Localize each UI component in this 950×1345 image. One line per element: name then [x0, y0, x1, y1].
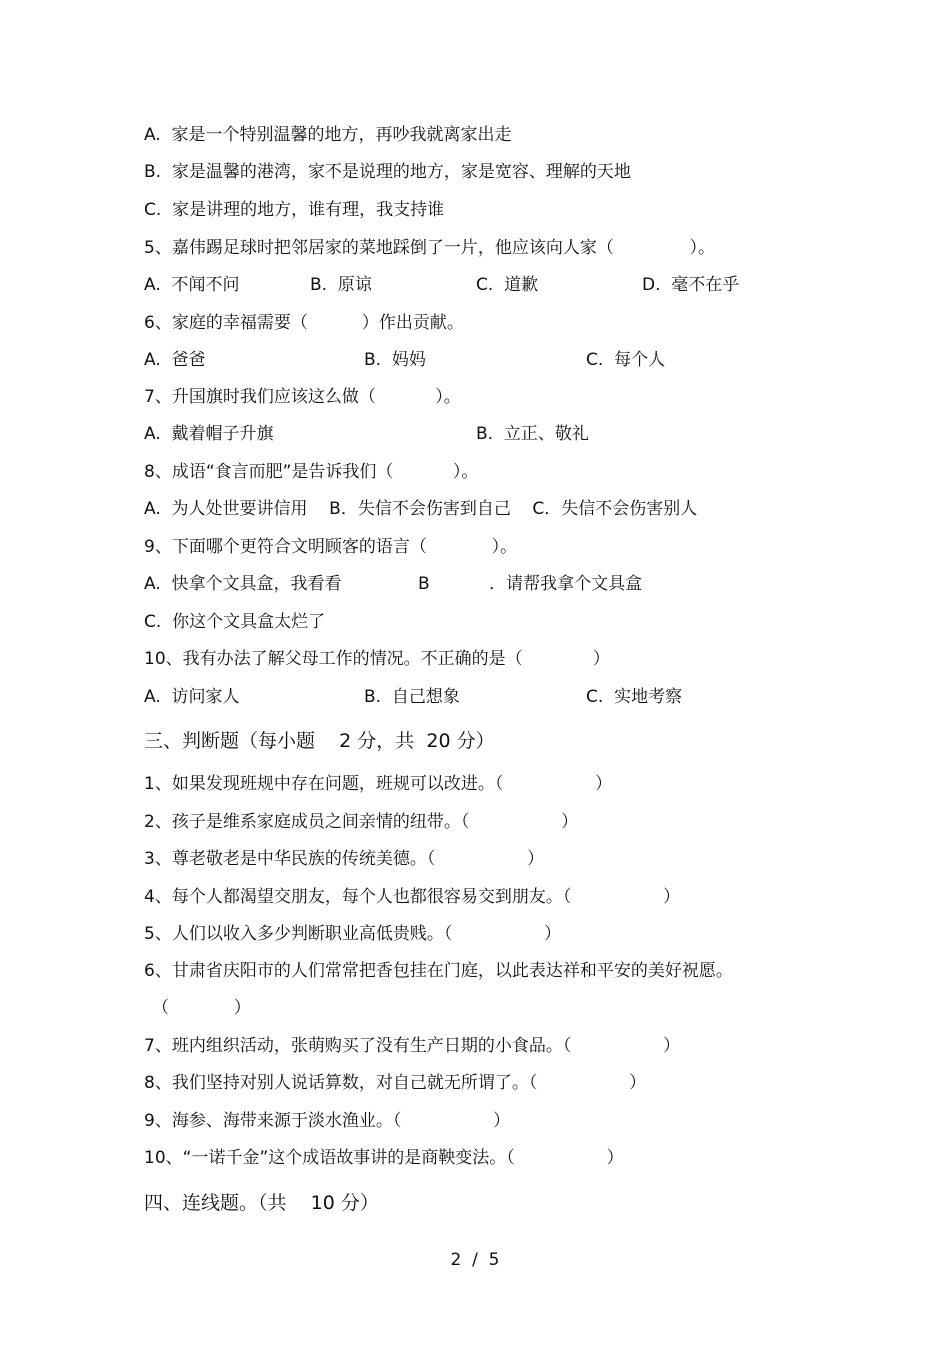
judgement-5: 5、人们以收入多少判断职业高低贵贱。（ ） [144, 924, 562, 944]
q4-option-a: A. 家是一个特别温馨的地方，再吵我就离家出走 [144, 125, 512, 145]
q9-option-a: A. 快拿个文具盒，我看看 [144, 574, 342, 594]
section-3-heading: 三、判断题（每小题 2 分，共 20 分） [144, 730, 495, 752]
judgement-4: 4、每个人都渴望交朋友，每个人也都很容易交到朋友。（ ） [144, 887, 681, 907]
q5-option-a: A. 不闻不问 [144, 275, 240, 295]
judgement-9: 9、海参、海带来源于淡水渔业。（ ） [144, 1111, 511, 1131]
question-10: 10、我有办法了解父母工作的情况。不正确的是（ ） [144, 649, 610, 669]
q10-option-a: A. 访问家人 [144, 687, 240, 707]
q8-options: A. 为人处世要讲信用 B．失信不会伤害到自己 C．失信不会伤害别人 [144, 499, 698, 519]
judgement-1: 1、如果发现班规中存在问题，班规可以改进。（ ） [144, 774, 613, 794]
q9-option-c: C. 你这个文具盒太烂了 [144, 612, 326, 632]
q10-option-b: B. 自己想象 [364, 687, 460, 707]
section-4-heading: 四、连线题。（共 10 分） [144, 1192, 379, 1214]
judgement-6: 6、甘肃省庆阳市的人们常常把香包挂在门庭，以此表达祥和平安的美好祝愿。 [144, 961, 733, 981]
question-5: 5、嘉伟踢足球时把邻居家的菜地踩倒了一片，他应该向人家（ ）。 [144, 238, 715, 258]
judgement-2: 2、孩子是维系家庭成员之间亲情的纽带。（ ） [144, 812, 579, 832]
q9-option-b: B ．请帮我拿个文具盒 [418, 574, 643, 594]
q5-option-b: B. 原谅 [310, 275, 372, 295]
judgement-6-continued: （ ） [152, 998, 251, 1018]
q10-option-c: C. 实地考察 [586, 687, 683, 707]
judgement-7: 7、班内组织活动，张萌购买了没有生产日期的小食品。（ ） [144, 1036, 681, 1056]
question-8: 8、成语“食言而肥”是告诉我们（ ）。 [144, 462, 479, 482]
question-9: 9、下面哪个更符合文明顾客的语言（ ）。 [144, 537, 518, 557]
judgement-3: 3、尊老敬老是中华民族的传统美德。（ ） [144, 849, 545, 869]
q4-option-b: B. 家是温馨的港湾，家不是说理的地方，家是宽容、理解的天地 [144, 162, 631, 182]
judgement-8: 8、我们坚持对别人说话算数，对自己就无所谓了。（ ） [144, 1073, 647, 1093]
question-7: 7、升国旗时我们应该这么做（ ）。 [144, 387, 461, 407]
q6-option-b: B. 妈妈 [364, 350, 426, 370]
q6-option-c: C. 每个人 [586, 350, 666, 370]
q5-option-d: D. 毫不在乎 [642, 275, 740, 295]
q7-option-a: A. 戴着帽子升旗 [144, 424, 274, 444]
q5-option-c: C. 道歉 [476, 275, 539, 295]
q4-option-c: C. 家是讲理的地方，谁有理，我支持谁 [144, 200, 445, 220]
q7-option-b: B. 立正、敬礼 [476, 424, 589, 444]
page-number: 2 / 5 [450, 1250, 500, 1270]
question-6: 6、家庭的幸福需要（ ）作出贡献。 [144, 313, 464, 333]
q6-option-a: A. 爸爸 [144, 350, 206, 370]
judgement-10: 10、“一诺千金”这个成语故事讲的是商鞅变法。（ ） [144, 1148, 624, 1168]
